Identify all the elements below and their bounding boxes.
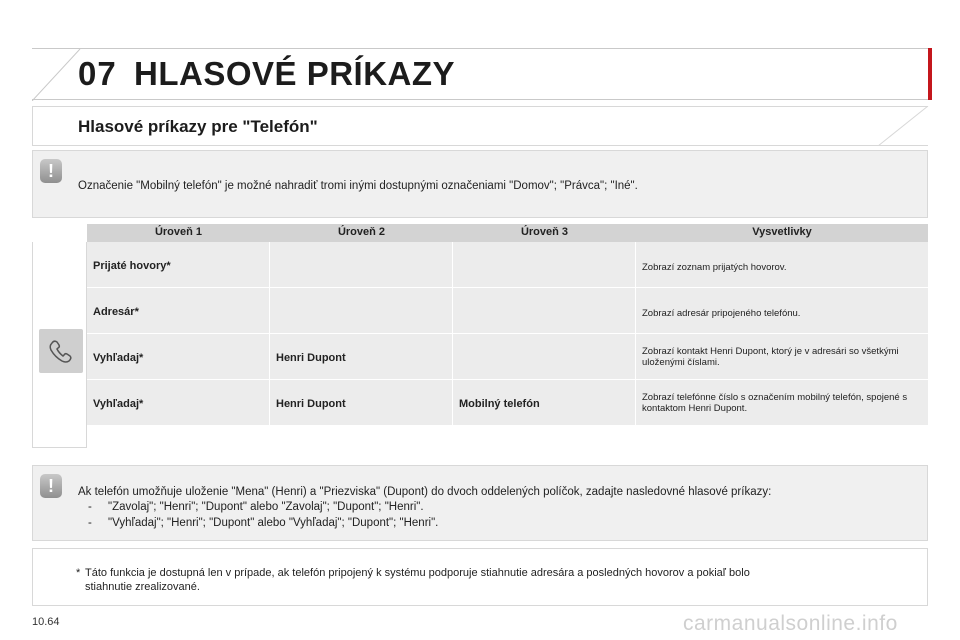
table-row bbox=[87, 242, 928, 288]
footnote-line-2: stiahnutie zrealizované. bbox=[85, 581, 200, 593]
footnote-line-1: Táto funkcia je dostupná len v prípade, ak telefón pripojený k systému podporuje stiahnutie adresára a posledných hovorov a pokiaľ bolo bbox=[85, 567, 750, 579]
exclamation-icon: ! bbox=[40, 159, 62, 183]
note-name-fields-text: Ak telefón umožňuje uloženie "Mena" (Henri) a "Priezviska" (Dupont) do dvoch oddelených políčok, zadajte nasledovné hlasové príkazy: bbox=[78, 486, 772, 498]
footnote-box bbox=[32, 548, 928, 606]
cell-level-1: Prijaté hovory* bbox=[87, 242, 270, 288]
table-header bbox=[87, 224, 928, 242]
cell-explanation: Zobrazí telefónne číslo s označením mobilný telefón, spojené s kontaktom Henri Dupont. bbox=[642, 392, 908, 414]
cell-level-1: Vyhľadaj* bbox=[87, 334, 270, 380]
cell-explanation: Zobrazí zoznam prijatých hovorov. bbox=[642, 262, 787, 273]
table-body bbox=[32, 242, 928, 448]
cell-level-2: Henri Dupont bbox=[270, 334, 453, 380]
exclamation-icon: ! bbox=[40, 474, 62, 498]
cell-level-3 bbox=[453, 334, 636, 380]
header-explanations: Vysvetlivky bbox=[752, 226, 812, 238]
section-title-bar bbox=[32, 106, 928, 146]
table-row bbox=[87, 288, 928, 334]
cell-level-2 bbox=[270, 288, 453, 334]
phone-icon bbox=[39, 329, 83, 373]
header-level-3: Úroveň 3 bbox=[520, 226, 569, 238]
note-box-labels bbox=[32, 150, 928, 218]
header-level-1: Úroveň 1 bbox=[154, 226, 203, 238]
note-box-name-fields: ! Ak telefón umožňuje uloženie "Mena" (Henri) a "Priezviska" (Dupont) do dvoch oddelených políčok, zadajte nasledovné hlasové príkazy: - "Zavolaj"; "Henri"; "Dupont" alebo "Zavolaj"; "Dupont"; "Henri". - "Vyhľadaj"; "Henri"; "Dupont" alebo "Vyhľadaj"; "Dupont"; "Henri". bbox=[32, 465, 928, 541]
footnote-star: * bbox=[76, 567, 81, 579]
table-row bbox=[87, 380, 928, 426]
cell-level-3: Mobilný telefón bbox=[453, 380, 636, 426]
page-number: 10.64 bbox=[32, 616, 60, 628]
cell-explanation: Zobrazí adresár pripojeného telefónu. bbox=[642, 308, 801, 319]
cell-explanation: Zobrazí kontakt Henri Dupont, ktorý je v adresári so všetkými uloženými číslami. bbox=[642, 346, 899, 368]
section-title-decoration bbox=[878, 106, 930, 146]
cell-level-2 bbox=[270, 242, 453, 288]
cell-level-3 bbox=[453, 288, 636, 334]
cell-level-1: Vyhľadaj* bbox=[87, 380, 270, 426]
cell-level-3 bbox=[453, 242, 636, 288]
chapter-number: 07 bbox=[78, 55, 117, 92]
note-labels-text: Označenie "Mobilný telefón" je možné nahradiť tromi inými dostupnými označeniami "Domov"; "Právca"; "Iné". bbox=[78, 180, 638, 192]
category-icon-column bbox=[32, 242, 87, 448]
chapter-title: HLASOVÉ PRÍKAZY bbox=[134, 55, 456, 92]
watermark: carmanualsonline.info bbox=[683, 612, 898, 635]
header-level-2: Úroveň 2 bbox=[337, 226, 386, 238]
header-accent-bar bbox=[928, 48, 932, 100]
cell-level-2: Henri Dupont bbox=[270, 380, 453, 426]
table-row bbox=[87, 334, 928, 380]
section-title: Hlasové príkazy pre "Telefón" bbox=[78, 117, 318, 136]
cell-level-1: Adresár* bbox=[87, 288, 270, 334]
